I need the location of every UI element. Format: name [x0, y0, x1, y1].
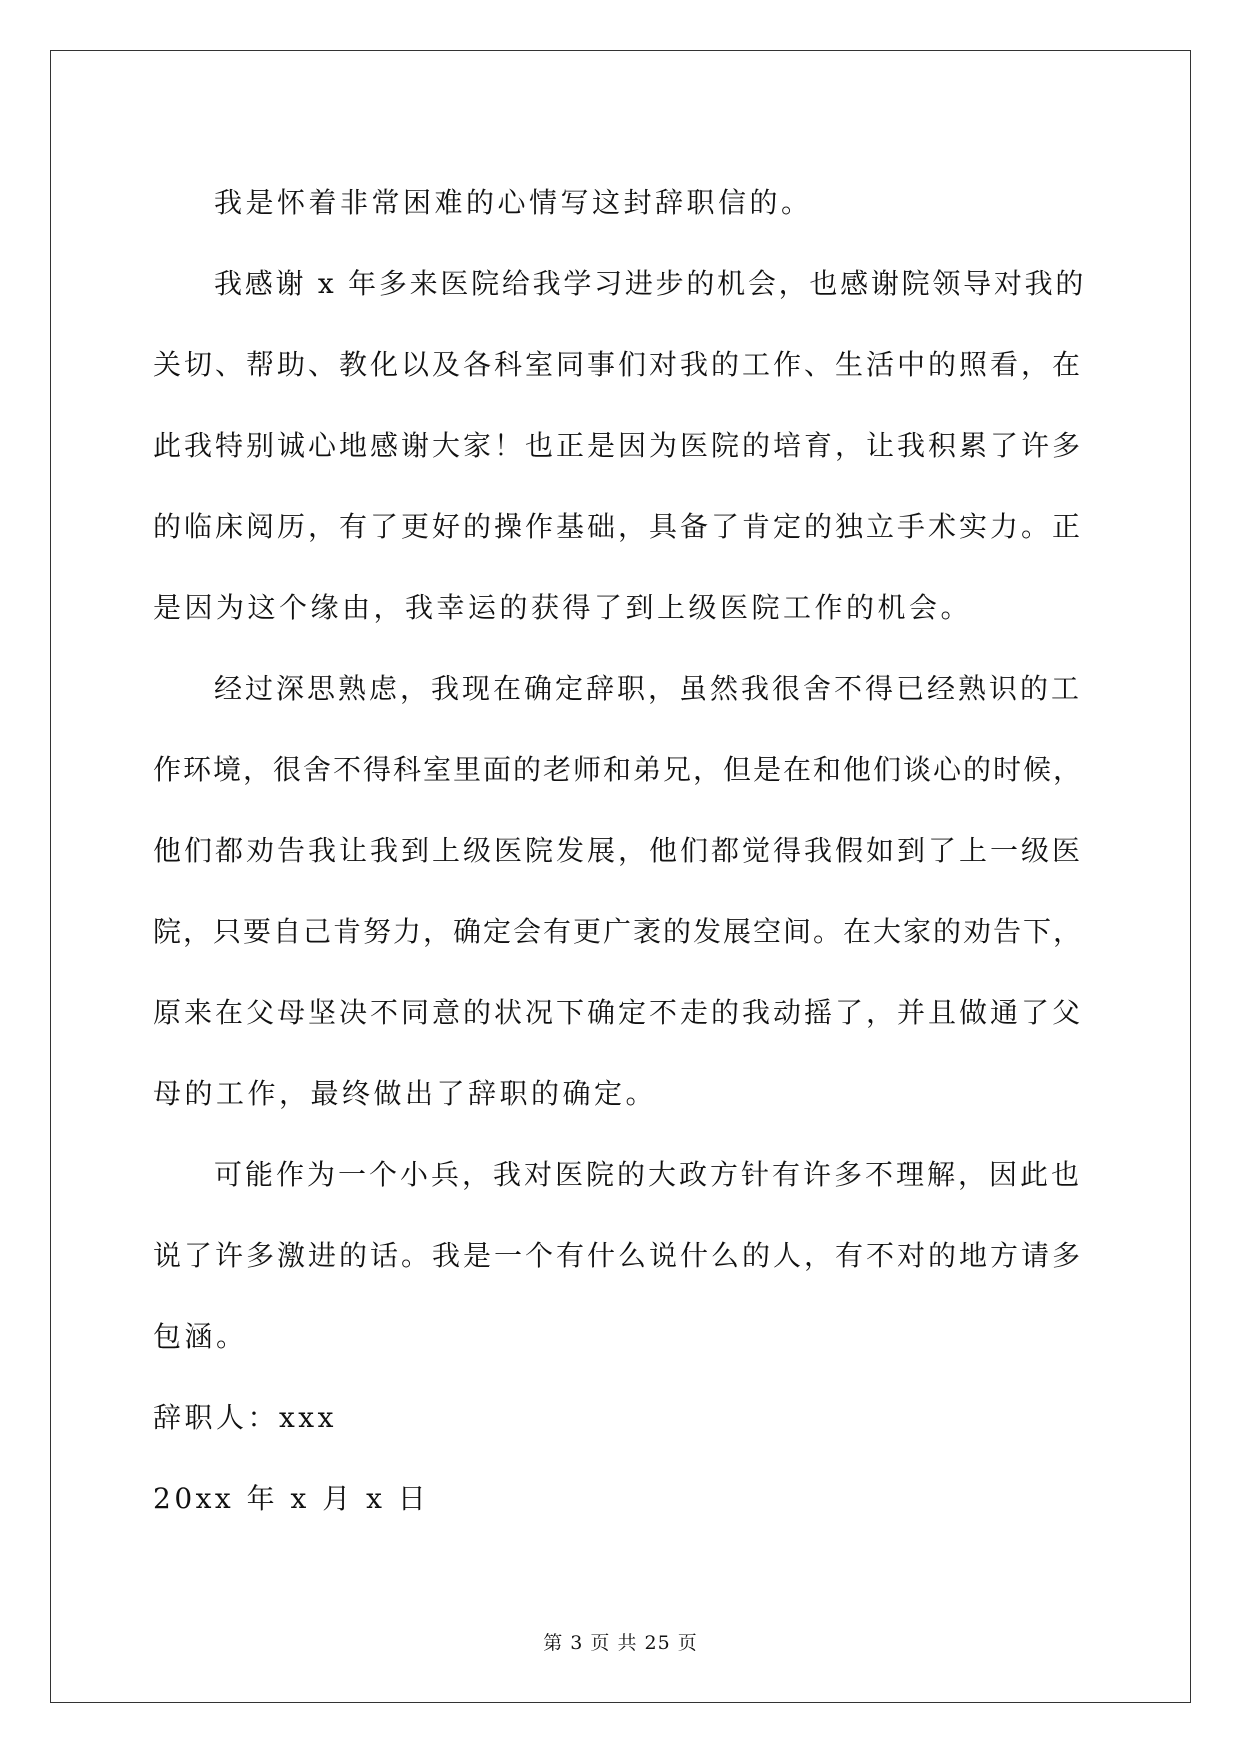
paragraph-line-10: 院，只要自己肯努力，确定会有更广袤的发展空间。在大家的劝告下， — [153, 915, 1084, 948]
paragraph-line-3: 关切、帮助、教化以及各科室同事们对我的工作、生活中的照看，在 — [153, 348, 1084, 381]
letter-body — [153, 162, 1088, 1539]
paragraph-line-5: 的临床阅历，有了更好的操作基础，具备了肯定的独立手术实力。正 — [153, 510, 1084, 543]
paragraph-line-12: 母的工作，最终做出了辞职的确定。 — [153, 1077, 658, 1110]
paragraph-line-11: 原来在父母坚决不同意的状况下确定不走的我动摇了，并且做通了父 — [153, 996, 1084, 1029]
paragraph-line-7: 经过深思熟虑，我现在确定辞职，虽然我很舍不得已经熟识的工 — [214, 672, 1083, 705]
paragraph-line-15: 包涵。 — [153, 1320, 248, 1353]
page-number-footer: 第 3 页 共 25 页 — [543, 1632, 698, 1654]
date-line: 20xx 年 x 月 x 日 — [153, 1482, 430, 1515]
paragraph-line-9: 他们都劝告我让我到上级医院发展，他们都觉得我假如到了上一级医 — [153, 834, 1084, 867]
paragraph-line-13: 可能作为一个小兵，我对医院的大政方针有许多不理解，因此也 — [214, 1158, 1083, 1191]
paragraph-line-4: 此我特别诚心地感谢大家！也正是因为医院的培育，让我积累了许多 — [153, 429, 1084, 462]
paragraph-line-8: 作环境，很舍不得科室里面的老师和弟兄，但是在和他们谈心的时候， — [153, 753, 1084, 786]
paragraph-line-1: 我是怀着非常困难的心情写这封辞职信的。 — [214, 186, 813, 219]
paragraph-line-2: 我感谢 x 年多来医院给我学习进步的机会，也感谢院领导对我的 — [214, 267, 1087, 300]
paragraph-line-6: 是因为这个缘由，我幸运的获得了到上级医院工作的机会。 — [153, 591, 973, 624]
paragraph-line-14: 说了许多激进的话。我是一个有什么说什么的人，有不对的地方请多 — [153, 1239, 1084, 1272]
signature-line: 辞职人：xxx — [153, 1401, 337, 1434]
